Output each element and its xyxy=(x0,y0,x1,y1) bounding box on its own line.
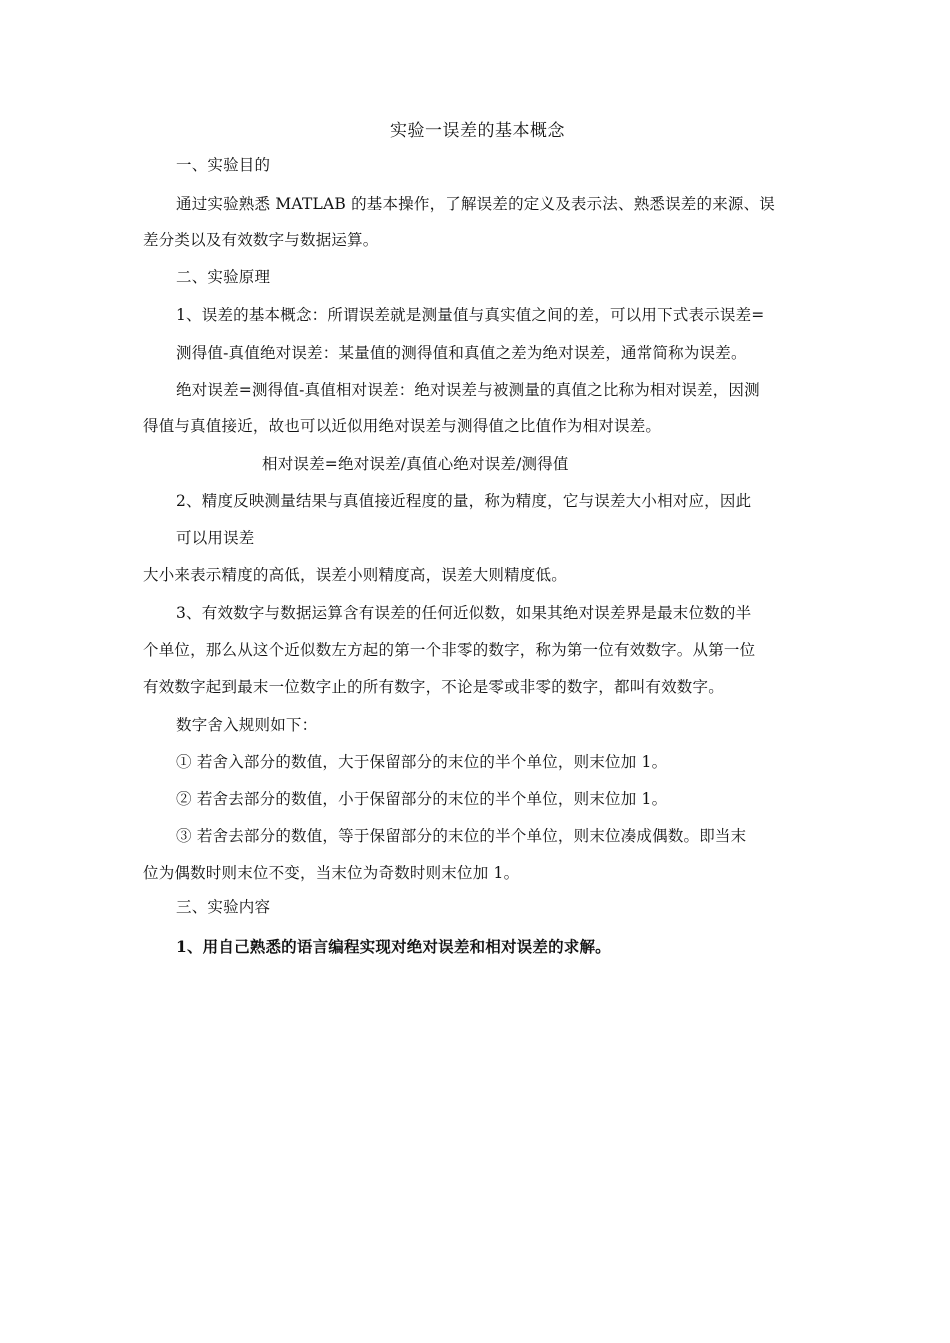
paragraph-line: 2、精度反映测量结果与真值接近程度的量，称为精度，它与误差大小相对应，因此 xyxy=(176,492,752,510)
section-heading-purpose: 一、实验目的 xyxy=(176,156,271,174)
paragraph-line: 绝对误差=测得值-真值相对误差：绝对误差与被测量的真值之比称为相对误差，因测 xyxy=(176,381,760,399)
paragraph-line: 有效数字起到最末一位数字止的所有数字，不论是零或非零的数字，都叫有效数字。 xyxy=(143,678,724,696)
paragraph-line: 1、误差的基本概念：所谓误差就是测量值与真实值之间的差，可以用下式表示误差= xyxy=(176,306,765,324)
paragraph-line: 大小来表示精度的高低，误差小则精度高，误差大则精度低。 xyxy=(143,566,567,584)
paragraph-line: 差分类以及有效数字与数据运算。 xyxy=(143,231,379,249)
paragraph-line: 可以用误差 xyxy=(176,529,255,547)
rounding-rule-1: ① 若舍入部分的数值，大于保留部分的末位的半个单位，则末位加 1。 xyxy=(176,753,668,771)
rounding-rules-heading: 数字舍入规则如下： xyxy=(176,716,318,734)
paragraph-line: 通过实验熟悉 MATLAB 的基本操作，了解误差的定义及表示法、熟悉误差的来源、误 xyxy=(176,195,775,213)
section-heading-principle: 二、实验原理 xyxy=(176,268,271,286)
rounding-rule-2: ② 若舍去部分的数值，小于保留部分的末位的半个单位，则末位加 1。 xyxy=(176,790,668,808)
rounding-rule-3: ③ 若舍去部分的数值，等于保留部分的末位的半个单位，则末位凑成偶数。即当末 xyxy=(176,827,747,845)
paragraph-line: 测得值-真值绝对误差：某量值的测得值和真值之差为绝对误差，通常简称为误差。 xyxy=(176,344,747,362)
paragraph-line: 得值与真值接近，故也可以近似用绝对误差与测得值之比值作为相对误差。 xyxy=(143,417,662,435)
paragraph-line: 3、有效数字与数据运算含有误差的任何近似数，如果其绝对误差界是最末位数的半 xyxy=(176,604,752,622)
rounding-rule-3-continuation: 位为偶数时则末位不变，当末位为奇数时则末位加 1。 xyxy=(143,864,520,882)
section-heading-content: 三、实验内容 xyxy=(176,898,271,916)
paragraph-line: 个单位，那么从这个近似数左方起的第一个非零的数字，称为第一位有效数字。从第一位 xyxy=(143,641,756,659)
formula-line: 相对误差=绝对误差/真值心绝对误差/测得值 xyxy=(262,455,569,473)
content-item-1: 1、用自己熟悉的语言编程实现对绝对误差和相对误差的求解。 xyxy=(176,937,611,956)
document-title: 实验一误差的基本概念 xyxy=(390,121,565,141)
